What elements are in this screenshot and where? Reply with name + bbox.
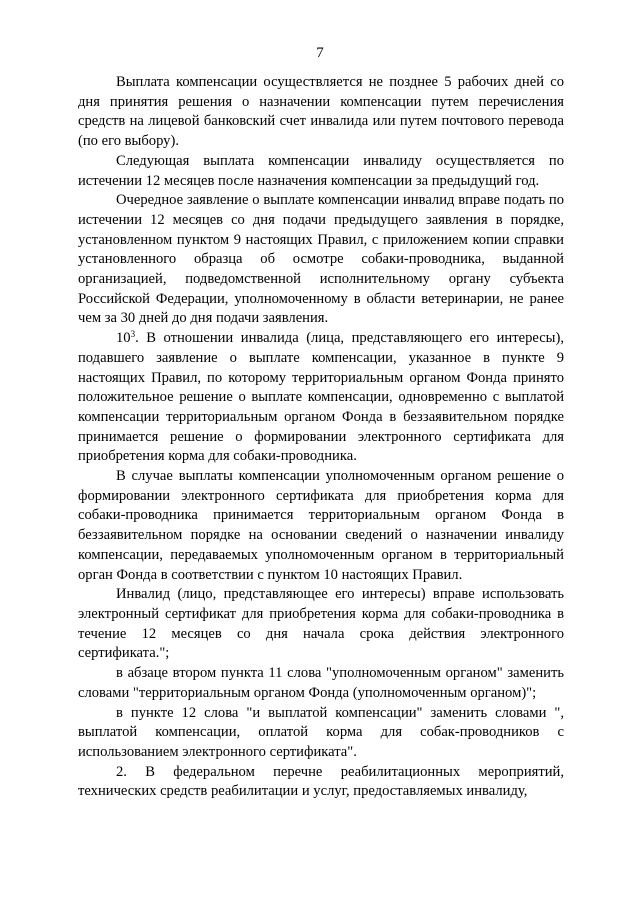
page-number: 7 — [316, 45, 324, 61]
paragraph-certificate-use: Инвалид (лицо, представляющее его интересы) вправе использовать электронный сертификат для приобретения корма для собаки-проводника в течение 12 месяцев со дня начала срока действия электронного сертификата."; — [78, 586, 564, 662]
paragraph-authorized-body: В случае выплаты компенсации уполномоченным органом решение о формировании электронного сертификата для приобретения корма для собаки-проводника принимается территориальным органом Фонда в беззаявительном порядке на основании сведений о назначении инвалиду компенсации, передаваемых уполномоченным органом в территориальный орган Фонда в соответствии с пунктом 10 настоящих Правил. — [78, 468, 564, 583]
document-body — [78, 73, 564, 802]
paragraph-clause-10-3 — [78, 329, 564, 467]
paragraph-item-12-amendment: в пункте 12 слова "и выплатой компенсации" заменить словами ", выплатой компенсации, оплатой корма для собак-проводников с использованием электронного сертификата". — [78, 704, 564, 760]
paragraph-next-application: Очередное заявление о выплате компенсации инвалид вправе подать по истечении 12 месяцев со дня подачи предыдущего заявления в порядке, установленном пунктом 9 настоящих Правил, с приложением копии справки установленного образца об осмотре собаки-проводника, выданной организацией, подведомственной исполнительному органу субъекта Российской Федерации, уполномоченному в области ветеринарии, не ранее чем за 30 дней до дня подачи заявления. — [78, 192, 564, 327]
clause-superscript: 3 — [130, 329, 136, 340]
clause-number: 10 — [116, 330, 131, 347]
paragraph-federal-list: 2. В федеральном перечне реабилитационных мероприятий, технических средств реабилитации и услуг, предоставляемых инвалиду, — [78, 763, 564, 800]
clause-text: . В отношении инвалида (лица, представляющего его интересы), подавшего заявление о выплате компенсации, указанное в пункте 9 настоящих Правил, по которому территориальным органом Фонда принято положительное решение о выплате компенсации, одновременно с выплатой компенсации территориальным органом Фонда в беззаявительном порядке принимается решение о формировании электронного сертификата для приобретения корма для собаки-проводника. — [78, 330, 564, 465]
paragraph-next-payment: Следующая выплата компенсации инвалиду осуществляется по истечении 12 месяцев после назначения компенсации за предыдущий год. — [78, 152, 564, 189]
paragraph-item-11-amendment: в абзаце втором пункта 11 слова "уполномоченным органом" заменить словами "территориальным органом Фонда (уполномоченным органом)"; — [78, 665, 564, 701]
paragraph-payment-deadline: Выплата компенсации осуществляется не позднее 5 рабочих дней со дня принятия решения о назначении компенсации путем перечисления средств на лицевой банковский счет инвалида или путем почтового перевода (по его выбору). — [78, 74, 564, 150]
